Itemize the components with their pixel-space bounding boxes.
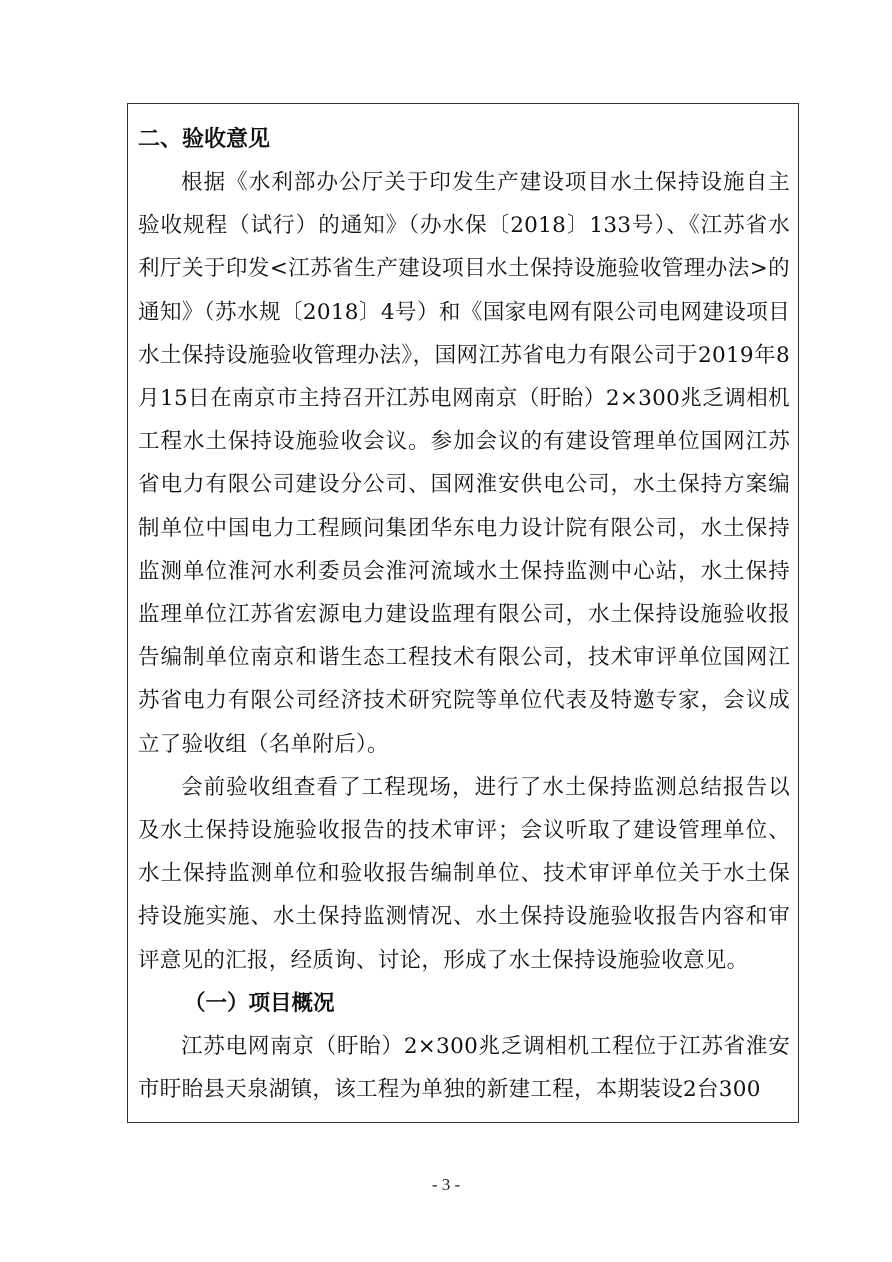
section-heading: 二、验收意见 — [138, 126, 271, 152]
subsection-heading: （一）项目概况 — [184, 990, 335, 1016]
content-frame — [127, 103, 799, 1123]
paragraph-process: 会前验收组查看了工程现场，进行了水土保持监测总结报告以及水土保持设施验收报告的技术审评；会议听取了建设管理单位、水土保持监测单位和验收报告编制单位、技术审评单位关于水土保持设施实施、水土保持监测情况、水土保持设施验收报告内容和审评意见的汇报，经质询、讨论，形成了水土保持设施验收意见。 — [138, 774, 790, 973]
document-body — [138, 118, 790, 1111]
paragraph-overview: 江苏电网南京（盱眙）2×300兆乏调相机工程位于江苏省淮安市盱眙县天泉湖镇，该工程为单独的新建工程，本期装设2台300 — [138, 1033, 790, 1103]
paragraph-basis: 根据《水利部办公厅关于印发生产建设项目水土保持设施自主验收规程（试行）的通知》（办水保〔2018〕133号）、《江苏省水利厅关于印发<江苏省生产建设项目水土保持设施验收管理办法>的通知》（苏水规〔2018〕4号）和《国家电网有限公司电网建设项目水土保持设施验收管理办法》，国网江苏省电力有限公司于2019年8月15日在南京市主持召开江苏电网南京（盱眙）2×300兆乏调相机工程水土保持设施验收会议。参加会议的有建设管理单位国网江苏省电力有限公司建设分公司、国网淮安供电公司，水土保持方案编制单位中国电力工程顾问集团华东电力设计院有限公司，水土保持监测单位淮河水利委员会淮河流域水土保持监测中心站，水土保持监理单位江苏省宏源电力建设监理有限公司，水土保持设施验收报告编制单位南京和谐生态工程技术有限公司，技术审评单位国网江苏省电力有限公司经济技术研究院等单位代表及特邀专家，会议成立了验收组（名单附后）。 — [138, 170, 790, 757]
page-number: - 3 - — [431, 1175, 461, 1194]
